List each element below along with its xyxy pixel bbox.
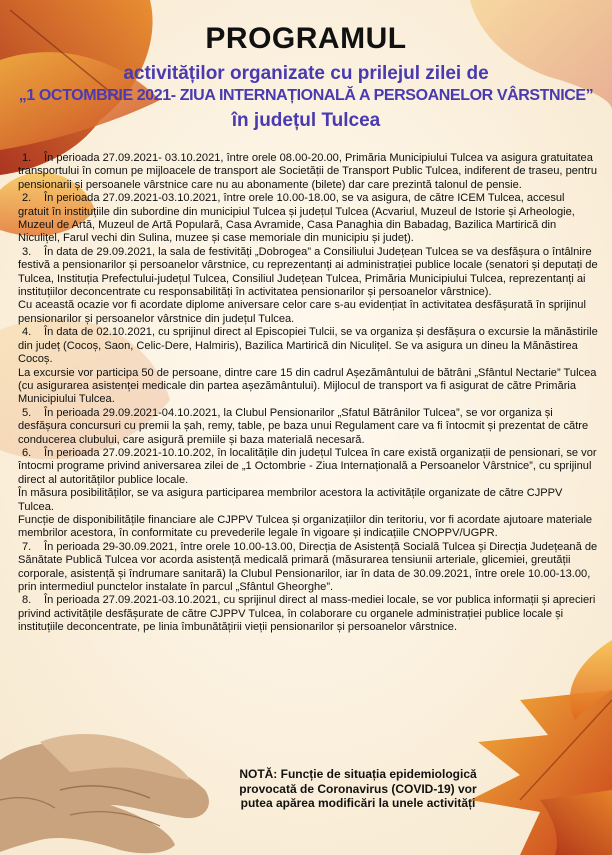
nota-note [213, 767, 503, 811]
list-item: 5. În perioada 29.09.2021-04.10.2021, la Clubul Pensionarilor „Sfatul Bătrânilor Tulcea”, se vor organiza și desfășura concursuri cu premii la șah, remy, table, pe baza unui Regulament care va fi întocmit și prezentat de către conducerea clubului, care asigură premiile și baza materială necesară. [18, 406, 589, 446]
list-item: În măsura posibilităților, se va asigura participarea membrilor acestora la activitățile organizate de către CJPPV Tulcea. [18, 487, 563, 513]
list-item: 1. În perioada 27.09.2021- 03.10.2021, între orele 08.00-20.00, Primăria Municipiului Tulcea va asigura gratuitatea transportului în comun pe mijloacele de transport ale Societății de Transport Public Tulcea, indiferent de traseu, pentru pensionarii și persoanele vârstnice care nu au abonamente (bilete) dar care prezintă talonul de pensie. [18, 152, 598, 191]
nota-line-1: NOTĂ: Funcție de situația epidemiologică [239, 767, 477, 781]
subtitle-line-3: în județul Tulcea [231, 110, 381, 131]
program-list [18, 152, 598, 635]
subtitle-line-2: „1 OCTOMBRIE 2021- ZIUA INTERNAȚIONALĂ A PERSOANELOR VÂRSTNICE” [18, 87, 594, 104]
list-item: 7. În perioada 29-30.09.2021, între orele 10.00-13.00, Direcția de Asistență Socială Tulcea și Direcția Județeană de Sănătate Publică Tulcea vor acorda asistență medicală primară (măsurarea tensiunii arteriale, glicemiei, greutății corporale, asistență și îndrumare sanitară) la Clubul Pensionarilor, iar în data de 30.09.2021, între orele 10.00-13.00, prin intermediul punctelor instalate în parcul „Sfântul Gheorghe”. [18, 540, 598, 593]
list-item: 2. În perioada 27.09.2021-03.10.2021, între orele 10.00-18.00, se va asigura, de către ICEM Tulcea, accesul gratuit în instituțiile din subordine din municipiul Tulcea și județul Tulcea (Acvariul, Muzeul de Istorie și Arheologie, Muzeul de Artă, Muzeul de Artă Populară, Casa Avramide, Casa Panaghia din Babadag, Bazilica Martirică din Niculițel, Farul vechi din Sulina, muzee și case memoriale din municipiu și județ). [18, 192, 575, 245]
nota-line-3: putea apărea modificări la unele activități [240, 796, 476, 810]
list-item: Cu această ocazie vor fi acordate diplome aniversare celor care s-au evidențiat în activitatea desfășurată în sprijinul pensionarilor și persoanelor vârstnice din județul Tulcea. [18, 299, 586, 325]
list-item: 6. În perioada 27.09.2021-10.10.202, în localitățile din județul Tulcea în care există organizații de pensionari, se vor întocmi programe privind aniversarea zilei de „1 Octombrie - Ziua Internațională a Persoanelor Vârstnice”, cu sprijinul direct al autorităților publice locale. [18, 446, 597, 486]
list-item: 3. În data de 29.09.2021, la sala de festivități „Dobrogea” a Consiliului Județean Tulcea se va desfășura o întâlnire festivă a pensionarilor și persoanelor vârstnice, cu reprezentanți ai administrației publice locale (senatori și deputați de Tulcea, Instituția Prefectului-județul Tulcea, Consiliul Județean Tulcea, Primăria Municipiului Tulcea, reprezentanți ai instituțiilor deconcentrate cu responsabilități în activitatea pensionarilor și persoanelor vârstnice). [18, 245, 598, 299]
page-title: PROGRAMUL [205, 22, 407, 55]
nota-line-2: provocată de Coronavirus (COVID-19) vor [239, 781, 477, 796]
list-item: 4. În data de 02.10.2021, cu sprijinul direct al Episcopiei Tulcii, se va organiza și desfășura o excursie la mănăstirile din județ (Cocoș, Saon, Celic-Dere, Halmiris), Bazilica Martirică din Niculițel. Se va asigura un dineu la Mănăstirea Cocoș. [18, 326, 598, 366]
list-item: 8. În perioada 27.09.2021-03.10.2021, cu sprijinul direct al mass-mediei locale, se vor publica informații și aprecieri privind activitățile desfășurate de către CJPPV Tulcea, în colaborare cu organele administrației publice locale și instituțiile deconcentrate, pe linia îmbunătățirii vieții pensionarilor și persoanelor vârstnice. [18, 594, 596, 634]
list-item: La excursie vor participa 50 de persoane, dintre care 15 din cadrul Așezământului de bătrâni „Sfântul Nectarie” Tulcea (cu asigurarea asistenței medicale din partea așezământului). Mijlocul de transport va fi asigurat de către Primăria Municipiului Tulcea. [18, 366, 597, 406]
list-item: Funcție de disponibilitățile financiare ale CJPPV Tulcea și organizațiilor din teritoriu, vor fi acordate ajutoare materiale membrilor acestora, în conformitate cu prevederile legale în vigoare și indicațiile CNOPPV/UGPR. [18, 513, 593, 540]
subtitle-line-1: activităților organizate cu prilejul zilei de [123, 63, 489, 84]
